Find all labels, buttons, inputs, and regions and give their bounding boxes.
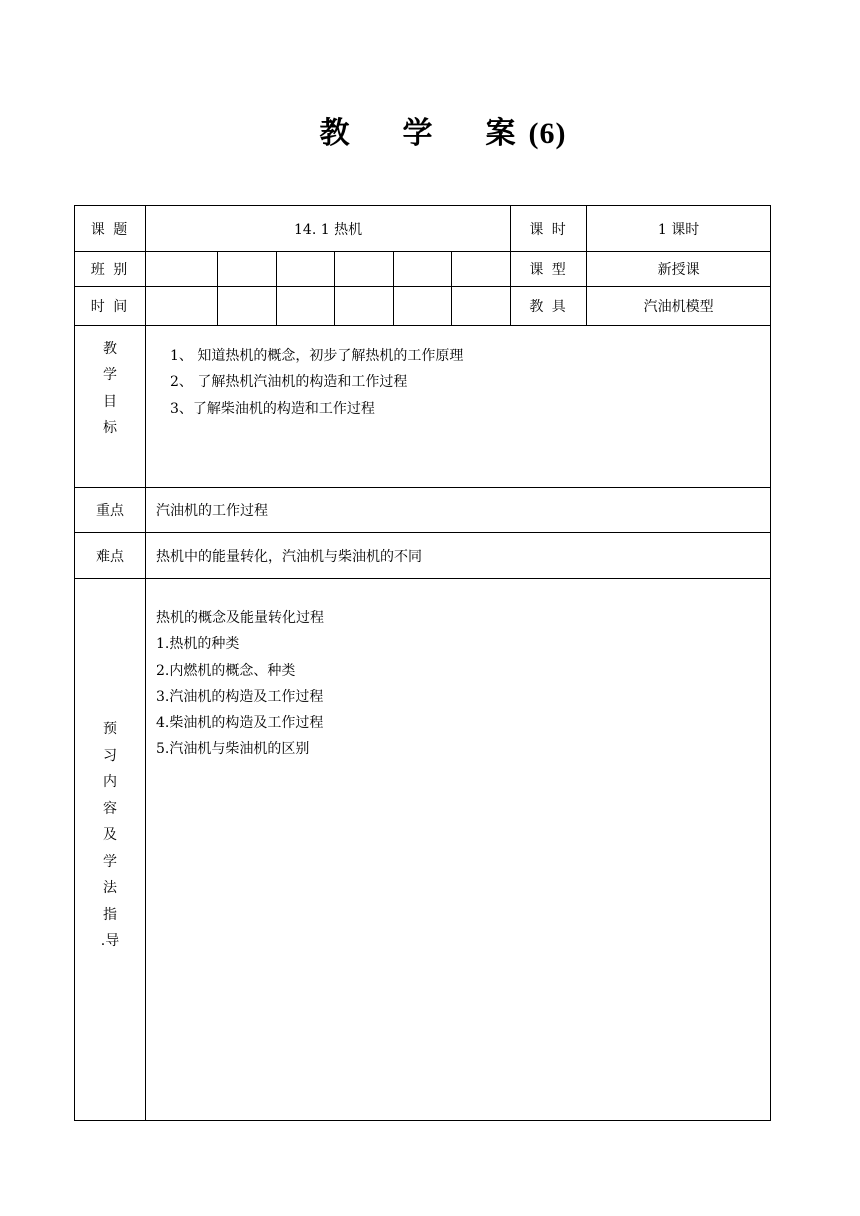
- label-char: 预: [103, 721, 117, 738]
- label-char: 目: [103, 393, 117, 410]
- label-objectives: [75, 326, 146, 488]
- label-char: 容: [103, 800, 117, 817]
- difficulty-value: 热机中的能量转化，汽油机与柴油机的不同: [146, 533, 771, 579]
- title-char: 教: [319, 116, 351, 151]
- label-class: 班 别: [75, 252, 146, 287]
- time-cell: [394, 287, 452, 326]
- preview-item: 热机的概念及能量转化过程: [156, 610, 324, 626]
- time-cell: [335, 287, 394, 326]
- title-char: 案: [485, 116, 517, 151]
- label-key-point: 重点: [75, 488, 146, 533]
- label-char: 指: [103, 906, 117, 923]
- document-title: [0, 108, 860, 152]
- preview-content: [146, 579, 771, 1121]
- label-tools: 教 具: [511, 287, 587, 326]
- label-char: 法: [103, 880, 117, 897]
- preview-item: 3.汽油机的构造及工作过程: [156, 688, 324, 705]
- class-cell: [394, 252, 452, 287]
- label-char: 及: [103, 827, 117, 844]
- type-value: 新授课: [587, 252, 771, 287]
- label-char: 内: [103, 774, 117, 791]
- label-preview: [75, 579, 146, 1121]
- label-char: 标: [103, 420, 117, 436]
- lesson-plan-table: [74, 205, 771, 1121]
- objective-item: 1、 知道热机的概念，初步了解热机的工作原理: [170, 347, 464, 364]
- label-difficulty: 难点: [75, 533, 146, 579]
- hours-value: 1 课时: [587, 206, 771, 252]
- label-char: 学: [103, 367, 117, 383]
- row-time: [75, 287, 771, 326]
- time-cell: [218, 287, 277, 326]
- class-cell: [452, 252, 511, 287]
- time-cell: [277, 287, 335, 326]
- row-key-point: [75, 488, 771, 533]
- class-cell: [146, 252, 218, 287]
- title-char: 学: [402, 116, 434, 151]
- label-hours: 课 时: [511, 206, 587, 252]
- label-char: 习: [103, 747, 117, 764]
- label-char: 教: [103, 340, 117, 357]
- label-topic: 课 题: [75, 206, 146, 252]
- row-topic: [75, 206, 771, 252]
- label-char: 学: [103, 853, 117, 870]
- label-char: .导: [100, 933, 120, 950]
- title-number: (6): [528, 117, 567, 150]
- objective-item: 3、了解柴油机的构造和工作过程: [170, 400, 375, 417]
- row-class: [75, 252, 771, 287]
- key-point-value: 汽油机的工作过程: [146, 488, 771, 533]
- label-time: 时 间: [75, 287, 146, 326]
- preview-item: 2.内燃机的概念、种类: [156, 662, 296, 679]
- row-difficulty: [75, 533, 771, 579]
- row-preview: [75, 579, 771, 1121]
- class-cell: [277, 252, 335, 287]
- preview-item: 5.汽油机与柴油机的区别: [156, 741, 310, 758]
- tools-value: 汽油机模型: [587, 287, 771, 326]
- objectives-content: [146, 326, 771, 488]
- row-objectives: [75, 326, 771, 488]
- objective-item: 2、 了解热机汽油机的构造和工作过程: [170, 374, 408, 391]
- topic-value: 14. 1 热机: [146, 206, 511, 252]
- label-type: 课 型: [511, 252, 587, 287]
- class-cell: [218, 252, 277, 287]
- preview-item: 4.柴油机的构造及工作过程: [156, 715, 324, 732]
- time-cell: [452, 287, 511, 326]
- preview-item: 1.热机的种类: [156, 636, 240, 653]
- class-cell: [335, 252, 394, 287]
- time-cell: [146, 287, 218, 326]
